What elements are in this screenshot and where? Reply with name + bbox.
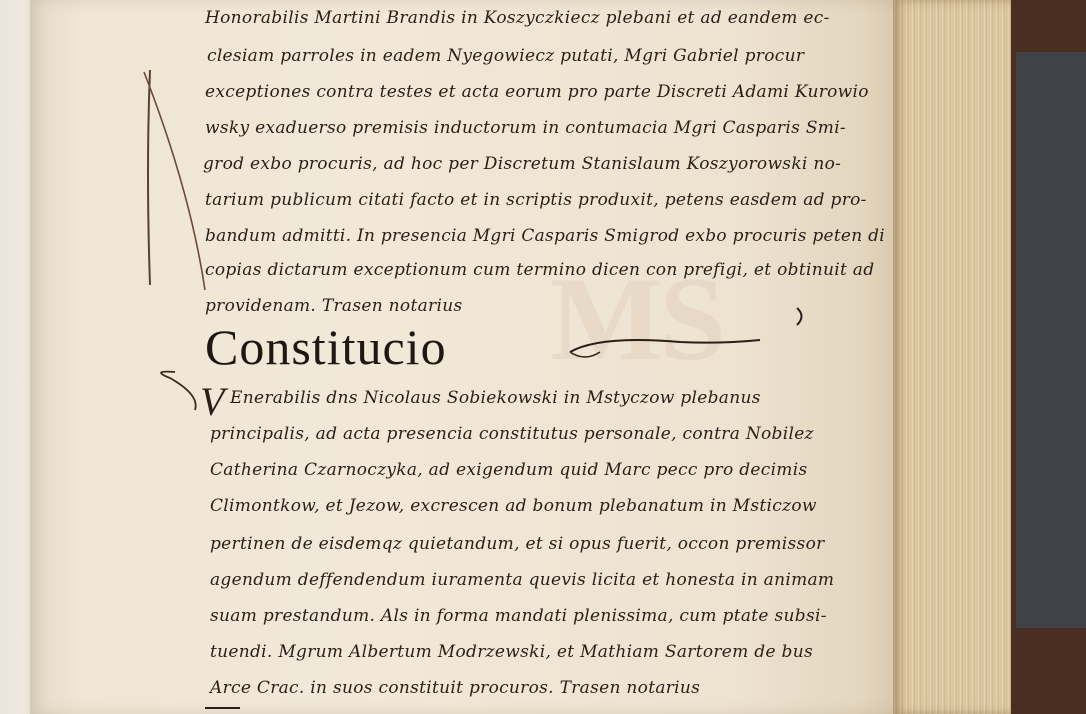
ink-bleed-through: MS <box>550 252 722 385</box>
decorated-initial: V <box>200 379 225 424</box>
text-line: Climontkow, et Jezow, excrescen ad bonum plebanatum in Msticzow <box>210 496 817 516</box>
text-line: exceptiones contra testes et acta eorum pro parte Discreti Adami Kurowio <box>205 82 869 102</box>
text-line: Honorabilis Martini Brandis in Koszyczkiecz plebani et ad eandem ec- <box>205 8 830 28</box>
text-line: suam prestandum. Als in forma mandati plenissima, cum ptate subsi- <box>210 606 827 626</box>
text-line: wsky exaduerso premisis inductorum in contumacia Mgri Casparis Smi- <box>205 118 846 138</box>
text-line: tarium publicum citati facto et in scriptis produxit, petens easdem ad pro- <box>205 190 867 210</box>
text-line: bandum admitti. In presencia Mgri Casparis Smigrod exbo procuris peten di <box>205 226 885 246</box>
text-line: tuendi. Mgrum Albertum Modrzewski, et Mathiam Sartorem de bus <box>210 642 813 662</box>
text-line: copias dictarum exceptionum cum termino dicen con prefigi, et obtinuit ad <box>205 260 875 280</box>
text-line: providenam. Trasen notarius <box>205 296 463 316</box>
background-surface <box>1016 52 1086 628</box>
book-page-edges <box>893 0 1011 714</box>
section-heading: Constitucio <box>205 319 447 375</box>
text-line: Enerabilis dns Nicolaus Sobiekowski in Mstyczow plebanus <box>230 388 761 408</box>
text-line: Catherina Czarnoczyka, ad exigendum quid Marc pecc pro decimis <box>210 460 808 480</box>
text-line: grod exbo procuris, ad hoc per Discretum Stanislaum Koszyorowski no- <box>203 154 842 174</box>
text-line: agendum deffendendum iuramenta quevis licita et honesta in animam <box>210 570 835 590</box>
text-line: Arce Crac. in suos constituit procuros. Trasen notarius <box>210 678 701 698</box>
text-line: clesiam parroles in eadem Nyegowiecz putati, Mgri Gabriel procur <box>207 46 805 66</box>
text-line: principalis, ad acta presencia constitutus personale, contra Nobilez <box>210 424 814 444</box>
text-line: pertinen de eisdemqz quietandum, et si opus fuerit, occon premissor <box>210 534 825 554</box>
